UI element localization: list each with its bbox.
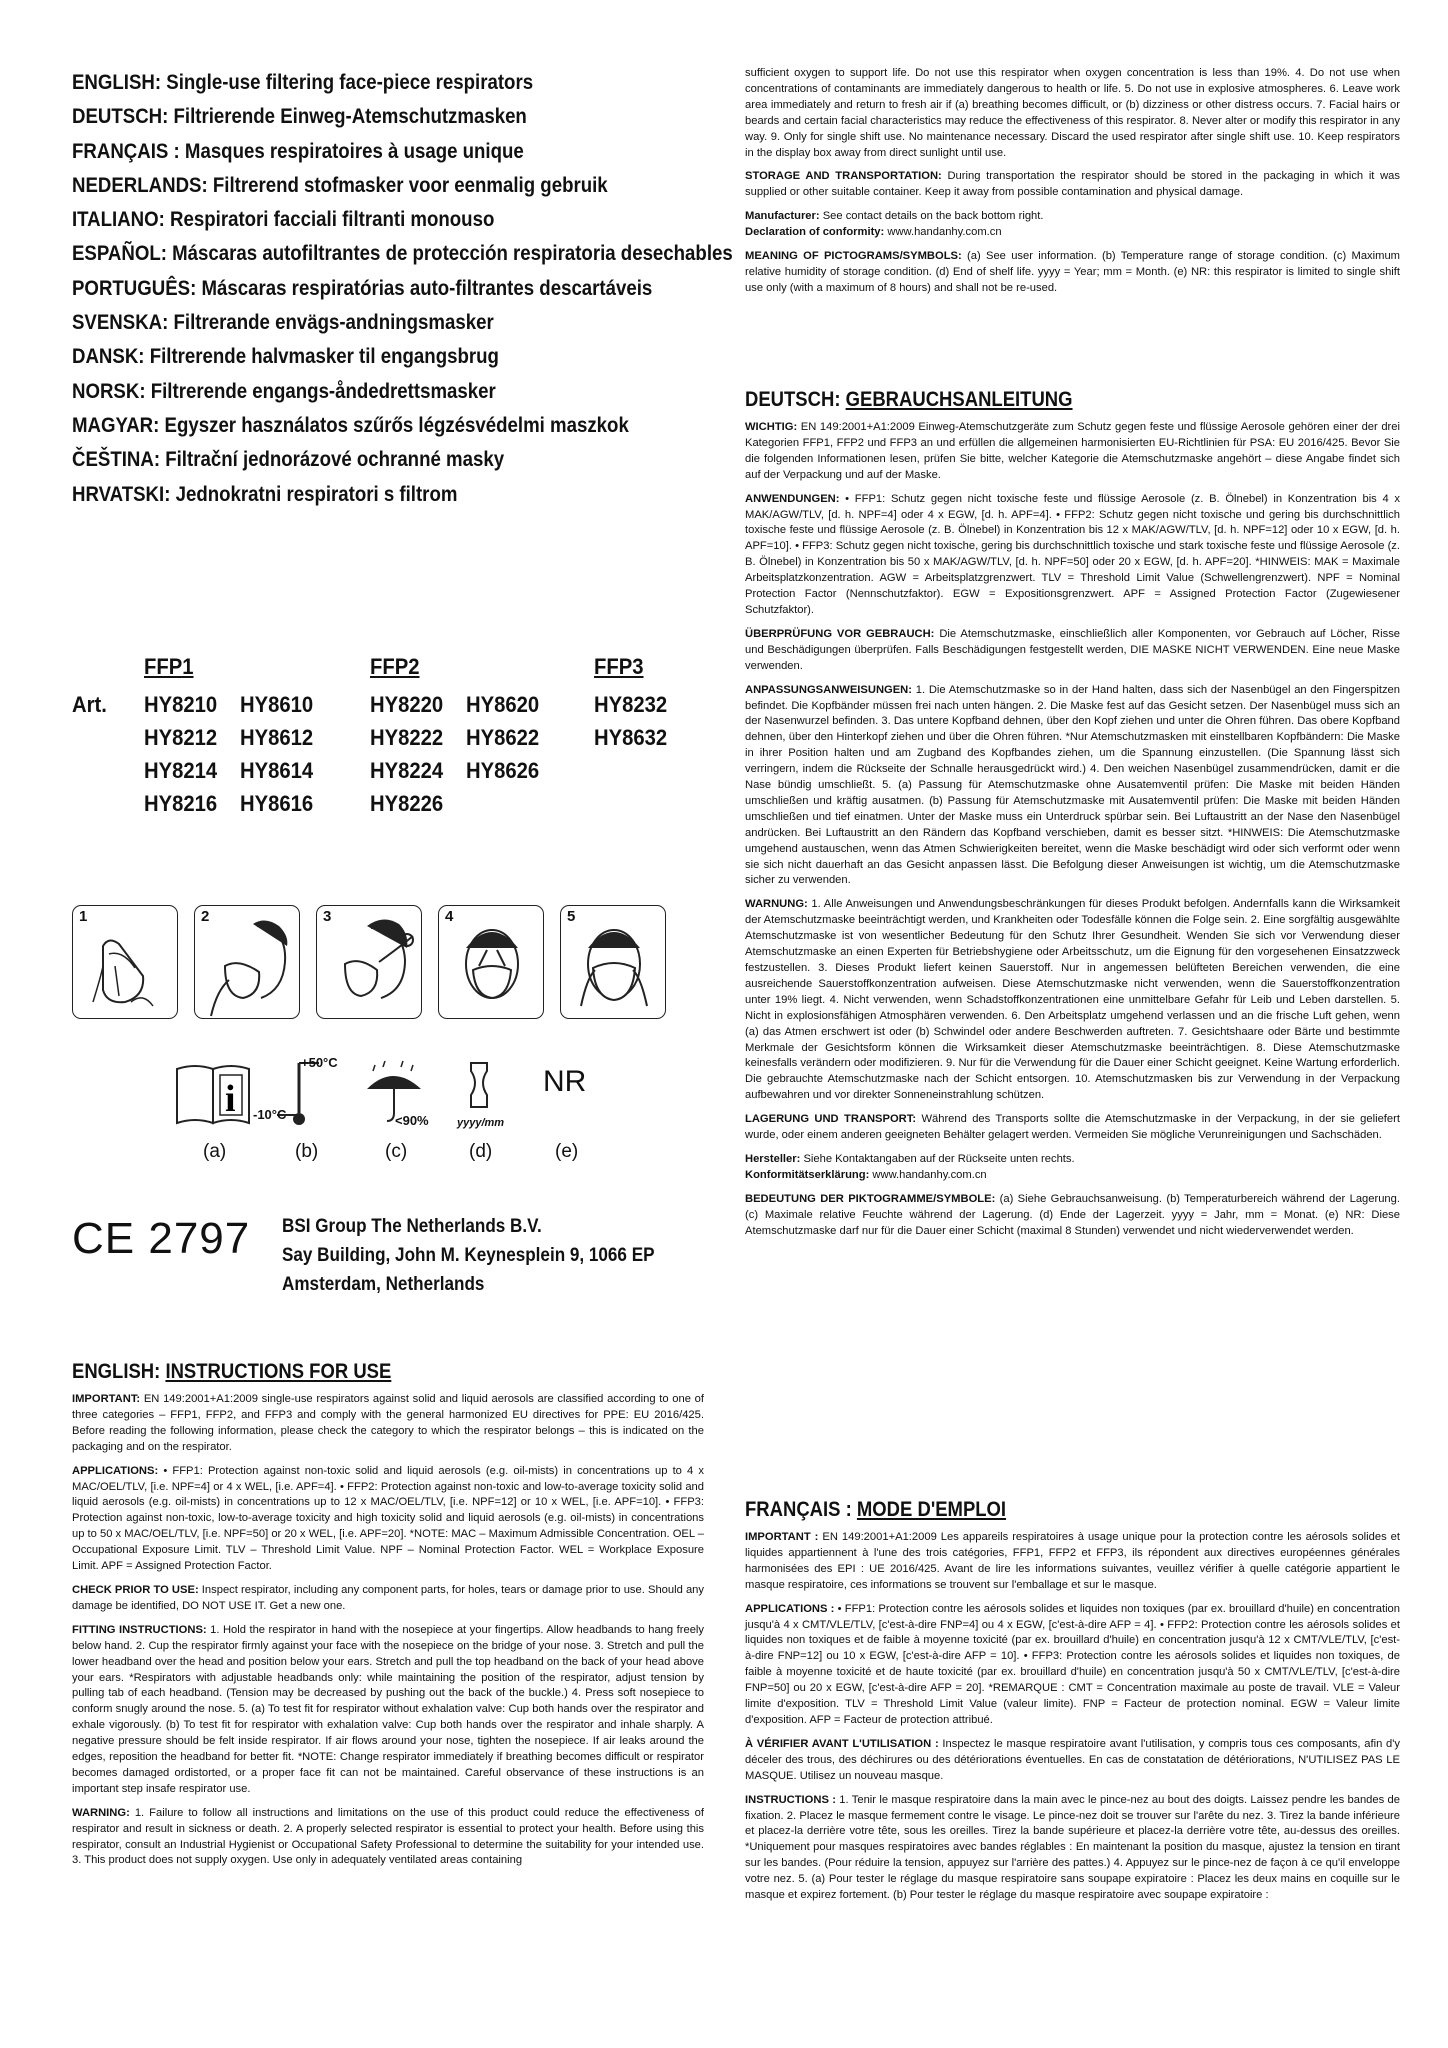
- paragraph-wichtig: WICHTIG: EN 149:2001+A1:2009 Einweg-Atemschutzgeräte zum Schutz gegen feste und flüssige Aerosole gehören einer der drei Kategorien FFP1, FFP2 und FFP3 an und erfüllen die allgemeinen harmonisierten EU-Richtlinien für PSA: EU 2016/425. Bevor Sie die folgenden Informationen lesen, prüfen Sie bitte, welcher Kategorie die Atemschutzmaske angehört – diese Angabe findet sich auf der Verpackung und auf der Maske.: [745, 421, 1400, 481]
- fitting-step-4: [438, 905, 544, 1019]
- info-book-icon: [173, 1061, 253, 1131]
- article-label: Art.: [72, 692, 107, 717]
- article-number: HY8226: [370, 791, 444, 816]
- paragraph-warning: WARNING: 1. Failure to follow all instructions and limitations on the use of this product could reduce the effectiveness of respirator and result in sickness or death. 2. A properly selected respirator is essential to protect your health. Before using this respirator, consult an Industrial Hygienist or Occupational Safety Professional to determine the suitability for your intended use. 3. This product does not supply oxygen. Use only in adequately ventilated areas containing: [72, 1806, 704, 1867]
- deutsch-section: [745, 388, 1400, 1248]
- product-title: Jednokratni respiratori s filtrom: [175, 482, 458, 506]
- paragraph-fitting: FITTING INSTRUCTIONS: 1. Hold the respirator in hand with the nosepiece at your fingertips. Allow headbands to hang freely below hand. 2. Cup the respirator firmly against your face with the nosepiece on the bridge of your nose. 3. Stretch and pull the lower headband over the head and position below your ears. Stretch and pull the top headband on the back of your head above your ears. *Respirators with adjustable headbands only: while maintaining the position of the respirator, adjust tension by pulling tab of each headband. (Tension may be decreased by pushing out the back of the buckle.) 4. Press soft nosepiece to conform snugly around the nose. 5. (a) To test fit for respirator without exhalation valve: Cup both hands over the respirator and exhale vigorously. (b) To test fit for respirator with exhalation valve: Cup both hands over the respirator and inhale sharply. A negative pressure should be felt inside respirator. If air flows around your nose, tighten the nosepiece. If air leaks around the edges, reposition the headband for better fit. *NOTE: Change respirator immediately if breathing becomes difficult or respirator becomes damaged ordistorted, or a proper face fit can not be maintained. Careful observance of these instructions is an important step insafe respirator use.: [72, 1623, 704, 1795]
- article-number: HY8614: [240, 758, 314, 783]
- product-title: Máscaras autofiltrantes de protección respiratoria desechables: [172, 242, 733, 266]
- date-format-label: yyyy/mm: [457, 1117, 505, 1129]
- symbol-letter: (a): [203, 1141, 227, 1162]
- fitting-step-1: [72, 905, 178, 1019]
- paragraph-verifier: À VÉRIFIER AVANT L'UTILISATION : Inspectez le masque respiratoire avant l'utilisation, y compris tous ces composants, afin d'y déceler des trous, des déchirures ou des détériorations éventuelles. En cas de constatation de détériorations, N'UTILISEZ PAS LE MASQUE. Utilisez un nouveau masque.: [745, 1737, 1400, 1782]
- language-name: ČEŠTINA:: [72, 448, 161, 472]
- paragraph-warnung: WARNUNG: 1. Alle Anweisungen und Anwendungsbeschränkungen für dieses Produkt befolgen. Andernfalls kann die Wirksamkeit der Atemschutzmaske beeinträchtigt werden, und Krankheiten oder Todesfälle können die Folge sein. 2. Eine sorgfältig ausgewählte Atemschutzmaske ist von wesentlicher Bedeutung für den Schutz Ihrer Gesundheit. Wenden Sie sich vor Verwendung dieser Atemschutzmaske an einen Experten für Betriebshygiene oder Arbeitsschutz, um die Eignung für den vorgesehenen Einsatzzweck festzustellen. 3. Dieses Produkt liefert keinen Sauerstoff. Nur in angemessen belüfteten Bereichen verwenden, die eine ausreichende Sauerstoffkonzentration aufweisen. Diese Atemschutzmaske nicht verwenden, wenn die Sauerstoffkonzentration unter 19% liegt. 4. Nicht verwenden, wenn Schadstoffkonzentrationen eine unmittelbare Gefahr für Leib und Leben darstellen. 5. Nicht in explosionsfähigen Atmosphären verwenden. 6. Den Arbeitsplatz umgehend verlassen und an die frische Luft gehen, wenn (a) das Atmen erschwert ist oder (b) Schwindel oder andere Beschwerden auftreten. 7. Gesichtshaare oder Bärte und bestimmte Merkmale der Gesichtsform können die Wirksamkeit dieser Atemschutzmaske beeinträchtigen. 8. Diese Atemschutzmaske keinesfalls verändern oder modifizieren. 9. Nur für die Verwendung für die Dauer einer Schicht geeignet. Keine Wartung erforderlich. Die gebrauchte Atemschutzmaske nach der Schicht entsorgen. 10. Atemschutzmasken bis zur Verwendung in der Verpackung aufbewahren und vor direkter Sonneneinstrahlung schützen.: [745, 898, 1400, 1102]
- article-number: HY8620: [466, 692, 540, 717]
- language-title-line: [72, 272, 653, 306]
- press-nosepiece-icon: [439, 906, 544, 1019]
- article-number: HY8210: [144, 692, 218, 717]
- language-title-line: [72, 306, 635, 340]
- paragraph-applications: APPLICATIONS: • FFP1: Protection against non-toxic solid and liquid aerosols (e.g. oil-mists) in concentrations up to 4 x MAC/OEL/TLV, [i.e. NPF=4] or 4 x WEL, [i.e. APF=4]. • FFP2: Protection against non-toxic and low-to-average toxicity solid and liquid aerosols (e.g. oil-mists) in concentrations up to 12 x MAC/OEL/TLV, [i.e. NPF=12] or 10 x WEL, [i.e. APF=10]. • FFP3: Protection against non-toxic, low-to-average toxicity and high toxicity solid and liquid aerosols (e.g. oil-mists) in concentrations up to 50 x MAC/OEL/TLV, [i.e. NPF=50] or 20 x WEL, [i.e. APF=20]. *NOTE: MAC – Maximum Admissible Concentration. OEL – Occupational Exposure Limit. TLV – Threshold Limit Value. NPF – Nominal Protection Factor. WEL = Workplace Exposure Limit. APF = Assigned Protection Factor.: [72, 1464, 704, 1573]
- language-title-list: [72, 66, 733, 512]
- step-number: 2: [201, 908, 210, 925]
- paragraph-hersteller: Hersteller: Siehe Kontaktangaben auf der Rückseite unten rechts.: [745, 1152, 1075, 1165]
- paragraph-storage: STORAGE AND TRANSPORTATION: During transportation the respirator should be stored in the packaging in which it was supplied or other suitable container. Keep it away from possible contamination and physical damage.: [745, 170, 1400, 199]
- language-name: ITALIANO:: [72, 208, 165, 232]
- paragraph-applications: APPLICATIONS : • FFP1: Protection contre les aérosols solides et liquides non toxiques (par ex. brouillard d'huile) en concentration jusqu'à 4 x CMT/VLE/TLV, [c'est-à-dire FNP=4] ou 4 x EGW, [c'est-à-dire AFP = 4]. • FFP2: Protection contre les aérosols solides et liquides non toxiques et de faible à moyenne toxicité (par ex. brouillard d'huile) en concentration jusqu'à 12 x CMT/VLE/TLV, [c'est-à-dire FNP=12] ou 10 x EGW, [c'est-à-dire AFP = 10]. • FFP3: Protection contre les aérosols solides et liquides non toxiques, de faible à moyenne toxicité et de haute toxicité (par ex. brouillard d'huile) en concentration jusqu'à 50 x CMT/VLE/TLV, [c'est-à-dire FNP=50] ou 20 x EGW, [c'est-à-dire AFP = 20]. *REMARQUE : CMT = Concentration maximale au poste de travail. VLE = Valeur limite d'exposition. TLV = Threshold Limit Value (valeur limite). FNP = Facteur de protection nominal. EGW = Valeur limite d'exposition. AFP = Facteur de protection attribué.: [745, 1602, 1400, 1726]
- symbol-letter: (d): [469, 1141, 493, 1162]
- product-title: Filtrerende engangs-åndedrettsmasker: [150, 379, 496, 403]
- symbol-letter: (b): [295, 1141, 319, 1162]
- article-number: HY8632: [594, 725, 668, 750]
- paragraph-manufacturer: Manufacturer: See contact details on the back bottom right.: [745, 210, 1044, 223]
- product-title: Filtrierende Einweg-Atemschutzmasken: [173, 105, 527, 129]
- section-heading: ENGLISH: INSTRUCTIONS FOR USE: [72, 1360, 392, 1383]
- language-title-line: [72, 409, 635, 443]
- notified-body: [282, 1212, 655, 1299]
- storage-symbols: [173, 1055, 653, 1175]
- paragraph-instructions: INSTRUCTIONS : 1. Tenir le masque respiratoire dans la main avec le pince-nez au bout des doigts. Laissez pendre les bandes de fixation. 2. Placez le masque fermement contre le visage. Le pince-nez doit se trouver sur l'arête du nez. 3. Tirez la bande inférieure et placez-la derrière votre tête, sous les oreilles. Tirez la bande supérieure et placez-la derrière votre tête, au-dessus des oreilles. *Uniquement pour masques respiratoires avec bandes réglables : En maintenant la position du masque, ajustez la tension en tirant sur les bandes. (Pour réduire la tension, appuyez sur l'arrière des pattes.) 4. Appuyez sur le pince-nez de façon à ce qu'il enveloppe votre nez. 5. (a) Pour tester le réglage du masque respiratoire sans soupape expiratoire : Placez les deux mains en coquille sur le masque et expirez fortement. (b) Pour tester le réglage du masque respiratoire avec soupape expiratoire :: [745, 1793, 1400, 1902]
- article-number: HY8216: [144, 791, 218, 816]
- fitting-step-2: [194, 905, 300, 1019]
- language-title-line: [72, 237, 733, 271]
- language-title-line: [72, 443, 635, 477]
- language-title-line: [72, 100, 635, 134]
- language-name: ESPAÑOL:: [72, 242, 167, 266]
- language-name: SVENSKA:: [72, 311, 169, 335]
- article-number: HY8214: [144, 758, 218, 783]
- francais-section: [745, 1498, 1400, 1912]
- ce-mark: CE 2797: [72, 1214, 251, 1263]
- paragraph-important: IMPORTANT: EN 149:2001+A1:2009 single-use respirators against solid and liquid aerosols are classified according to one of three categories – FFP1, FFP2, and FFP3 and comply with the general harmonized EU directives for PPE: EU 2016/425. Before reading the following information, please check the category to which the respirator belongs – this is indicated on the packaging and on the respirator.: [72, 1393, 704, 1453]
- paragraph-bedeutung: BEDEUTUNG DER PIKTOGRAMME/SYMBOLE: (a) Siehe Gebrauchsanweisung. (b) Temperaturbereich während der Lagerung. (c) Maximale relative Feuchte während der Lagerung. (d) Ende der Lagerzeit. yyyy = Jahr, mm = Monat. (e) NR: Diese Atemschutzmaske darf nur für die Dauer einer Schicht (maximal 8 Stunden) verwendet und nicht wiederverwendet werden.: [745, 1192, 1400, 1237]
- article-number: HY8220: [370, 692, 444, 717]
- language-name: FRANÇAIS :: [72, 139, 180, 163]
- language-name: HRVATSKI:: [72, 482, 171, 506]
- language-title-line: [72, 375, 635, 409]
- article-number: HY8622: [466, 725, 540, 750]
- product-title: Filtrerande envägs-andningsmasker: [173, 311, 494, 335]
- article-number: HY8224: [370, 758, 444, 783]
- language-title-line: [72, 203, 635, 237]
- article-number: HY8232: [594, 692, 668, 717]
- fitting-steps-pictograms: [72, 905, 672, 1023]
- product-title: Masques respiratoires à usage unique: [184, 139, 524, 163]
- language-title-line: [72, 169, 635, 203]
- paragraph-lagerung: LAGERUNG UND TRANSPORT: Während des Transports sollte die Atemschutzmaske in der Verpackung, in der sie geliefert wurde, oder einem anderen geeigneten Behälter gelagert werden. Vermeiden Sie mögliche Verunreinigungen und Sachschäden.: [745, 1113, 1400, 1142]
- fit-check-icon: [561, 906, 666, 1019]
- humidity-label: <90%: [395, 1113, 429, 1128]
- article-number: HY8612: [240, 725, 314, 750]
- article-number: HY8616: [240, 791, 314, 816]
- product-title: Filtrační jednorázové ochranné masky: [165, 448, 505, 472]
- product-title: Respiratori facciali filtranti monouso: [170, 208, 495, 232]
- notified-body-line: BSI Group The Netherlands B.V.: [282, 1216, 542, 1237]
- article-number-table: [72, 654, 672, 834]
- section-heading: FRANÇAIS : MODE D'EMPLOI: [745, 1498, 1007, 1521]
- product-title: Filtrerende halvmasker til engangsbrug: [149, 345, 499, 369]
- product-title: Máscaras respiratórias auto-filtrantes descartáveis: [201, 276, 653, 300]
- step-number: 5: [567, 908, 576, 925]
- paragraph-meaning: MEANING OF PICTOGRAMS/SYMBOLS: (a) See user information. (b) Temperature range of storage condition. (c) Maximum relative humidity of storage condition. (d) End of shelf life. yyyy = Year; mm = Month. (e) NR: this respirator is limited to single shift use only (with a maximum of 8 hours) and shall not be re-used.: [745, 250, 1400, 294]
- language-title-line: [72, 340, 635, 374]
- step-number: 4: [445, 908, 454, 925]
- language-name: ENGLISH:: [72, 71, 162, 94]
- language-title-line: [72, 135, 635, 169]
- notified-body-line: Amsterdam, Netherlands: [282, 1274, 485, 1295]
- language-name: NEDERLANDS:: [72, 173, 208, 197]
- svg-text:i: i: [225, 1078, 236, 1120]
- step-number: 1: [79, 908, 88, 925]
- section-heading: DEUTSCH: GEBRAUCHSANLEITUNG: [745, 388, 1073, 411]
- article-number: HY8222: [370, 725, 444, 750]
- language-name: PORTUGUÊS:: [72, 276, 197, 300]
- pull-headband-icon: [317, 906, 422, 1019]
- nr-label: NR: [543, 1065, 587, 1098]
- paragraph-anpassung: ANPASSUNGSANWEISUNGEN: 1. Die Atemschutzmaske so in der Hand halten, dass sich der Nasenbügel an den Fingerspitzen befindet. Die Kopfbänder müssen frei nach unten hängen. 2. Die Maske fest auf das Gesicht setzen. Der Nasenbügel muss sich an der Nasenwurzel befinden. 3. Das untere Kopfband dehnen, über den Kopf ziehen und unter die Ohren führen. Das obere Kopfband dehnen, über den Hinterkopf ziehen und über die Ohren führen. *Nur Atemschutzmasken mit einstellbaren Kopfbändern: Die Maske in ihrer Position halten und am Zugband des Kopfbandes ziehen, um die Spannung einzustellen. (Die Spannung lässt sich verringern, indem die Rückseite der Schnalle herausgedrückt wird.) 4. Den weichen Nasenbügel zusammendrücken, damit er die Nase bündig umschließt. 5. (a) Passung für Atemschutzmaske ohne Ausatemventil prüfen: Die Maske mit beiden Händen umschließen und kräftig ausatmen. (b) Passung für Atemschutzmaske mit Ausatemventil prüfen: Die Maske mit beiden Händen umschließen und tief einatmen. Unter der Maske muss ein Unterdruck spürbar sein. Bei Luftaustritt an der Nase den Nasenbügel andrücken. Bei Luftaustritt an den Rändern das Kopfband verschieben, damit es besser sitzt. *HINWEIS: Die Atemschutzmaske umgehend austauschen, wenn das Atmen Schwierigkeiten bereitet, wenn die Maske beschädigt wird oder sich verformt oder wenn sie sich nicht dauerhaft an das Gesicht anpassen lässt. Die Befolgung dieser Anweisungen ist wichtig, um die Atemschutzmaske sicher zu verwenden.: [745, 683, 1400, 887]
- article-number: HY8212: [144, 725, 218, 750]
- notified-body-line: Say Building, John M. Keynesplein 9, 1066 EP: [282, 1245, 655, 1266]
- symbol-letter: (c): [385, 1141, 408, 1162]
- product-title: Single-use filtering face-piece respirators: [166, 71, 534, 94]
- paragraph-important: IMPORTANT : EN 149:2001+A1:2009 Les appareils respiratoires à usage unique pour la protection contre les aérosols solides et liquides appartiennent à l'une des trois catégories, FFP1, FFP2 et FFP3, ils répondent aux directives européennes générales harmonisées des EPI : UE 2016/425. Avant de lire les informations suivantes, veuillez vérifier à quelle catégorie appartient le masque respiratoire, ces informations se trouvent sur l'emballage et sur le masque.: [745, 1531, 1400, 1591]
- face-with-mask-icon: [195, 906, 300, 1019]
- paragraph-declaration: Declaration of conformity: www.handanhy.com.cn: [745, 226, 1002, 239]
- language-name: NORSK:: [72, 379, 146, 403]
- fitting-step-5: [560, 905, 666, 1019]
- hourglass-icon: [465, 1059, 495, 1115]
- fitting-step-3: [316, 905, 422, 1019]
- paragraph-pruefung: ÜBERPRÜFUNG VOR GEBRAUCH: Die Atemschutzmaske, einschließlich aller Komponenten, vor Gebrauch auf Löcher, Risse und Beschädigungen überprüfen. Falls Beschädigungen festgestellt werden, DIE MASKE NICHT VERWENDEN. Eine neue Maske verwenden.: [745, 627, 1401, 672]
- paragraph-check: CHECK PRIOR TO USE: Inspect respirator, including any component parts, for holes, tears or damage prior to use. Should any damage be identified, DO NOT USE IT. Get a new one.: [72, 1583, 704, 1612]
- language-title-line: [72, 478, 635, 512]
- article-number: HY8626: [466, 758, 540, 783]
- mask-in-hand-icon: [73, 906, 178, 1019]
- temp-high-label: +50°C: [301, 1055, 338, 1070]
- language-title-line: [72, 66, 635, 100]
- product-title: Egyszer használatos szűrős légzésvédelmi maszkok: [164, 413, 629, 437]
- ffp3-header: FFP3: [594, 654, 644, 679]
- language-name: MAGYAR:: [72, 413, 160, 437]
- english-section: [72, 1360, 704, 1877]
- language-name: DEUTSCH:: [72, 105, 169, 129]
- temp-low-label: -10°C: [253, 1107, 287, 1122]
- ffp2-header: FFP2: [370, 654, 420, 679]
- paragraph-warning-cont: sufficient oxygen to support life. Do not use this respirator when oxygen concentration is less than 19%. 4. Do not use when concentrations of contaminants are immediately dangerous to health or life. 5. Do not use in explosive atmospheres. 6. Leave work area immediately and return to fresh air if (a) breathing becomes difficult, or (b) dizziness or other distress occurs. 7. Facial hairs or beards and certain facial characteristics may reduce the effectiveness of this respirator. 8. Never alter or modify this respirator in any way. 9. Only for single shift use. No maintenance necessary. Discard the used respirator after single shift use. 10. Keep respirators in the display box away from direct sunlight until use.: [745, 67, 1400, 159]
- paragraph-konform: Konformitätserklärung: www.handanhy.com.cn: [745, 1168, 987, 1181]
- symbol-letter: (e): [555, 1141, 579, 1162]
- language-name: DANSK:: [72, 345, 145, 369]
- paragraph-anwendungen: ANWENDUNGEN: • FFP1: Schutz gegen nicht toxische feste und flüssige Aerosole (z. B. Ölnebel) in Konzentration bis 4 x MAK/AGW/TLV, [d. h. NPF=4] oder 4 x EGW, [d. h. APF=4]. • FFP2: Schutz gegen nicht toxische und gering bis durchschnittlich toxische feste und flüssige Aerosole (z. B. Ölnebel) in Konzentration bis 12 x MAK/AGW/TLV, [d. h. NPF=12] oder 10 x EGW, [d. h. APF=10]. • FFP3: Schutz gegen nicht toxische, gering bis durchschnittlich toxische und stark toxische feste und flüssige Aerosole (z. B. Ölnebel) in Konzentration bis 50 x MAK/AGW/TLV, [d. h. NPF=50] oder 20 x EGW, [d. h. APF=20]. *HINWEIS: MAK = Maximale Arbeitsplatzkonzentration. AGW = Arbeitsplatzgrenzwert. TLV = Threshold Limit Value (Schwellengrenzwert). NPF = Nominal Protection Factor (Nennschutzfaktor). EGW = Expositionsgrenzwert. APF = Assigned Protection Factor (Zugewiesener Schutzfaktor).: [745, 492, 1400, 616]
- article-number: HY8610: [240, 692, 314, 717]
- product-title: Filtrerend stofmasker voor eenmalig gebruik: [212, 173, 608, 197]
- ffp1-header: FFP1: [144, 654, 194, 679]
- english-continuation: [745, 66, 1400, 305]
- step-number: 3: [323, 908, 332, 925]
